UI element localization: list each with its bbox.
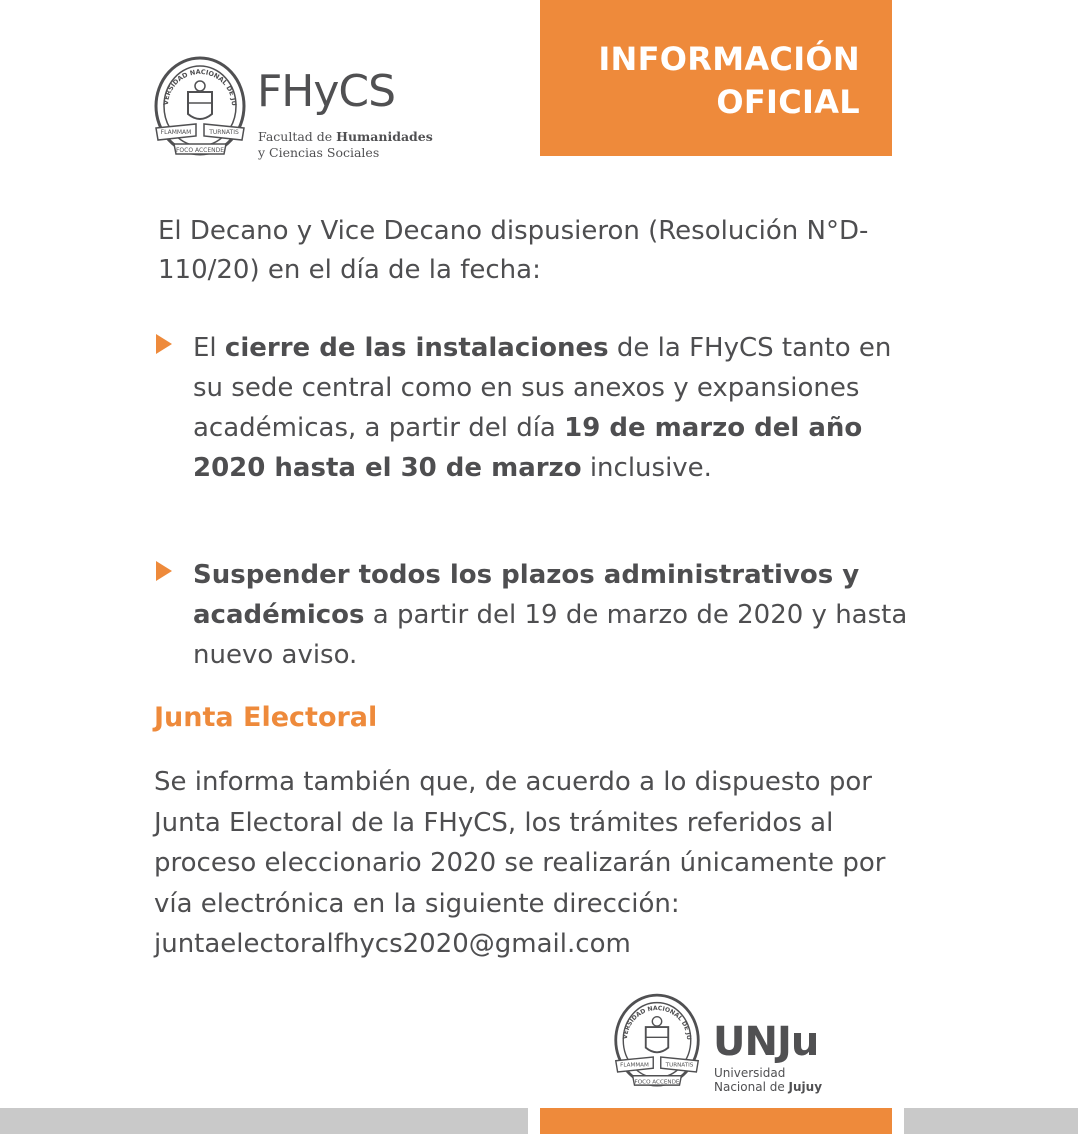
university-subtitle-bold: Jujuy — [788, 1080, 823, 1094]
university-logo-subtitle — [714, 1066, 822, 1094]
university-subtitle-line1: Universidad — [714, 1066, 786, 1080]
faculty-subtitle-prefix: Facultad de — [258, 129, 337, 144]
footer-bar-right — [904, 1108, 1078, 1134]
intro-paragraph: El Decano y Vice Decano dispusieron (Resolución N°D-110/20) en el día de la fecha: — [158, 216, 869, 285]
svg-text:TURNATIS: TURNATIS — [665, 1062, 694, 1069]
bullet-arrow-icon — [156, 334, 172, 354]
official-info-badge — [540, 0, 892, 156]
bullet-item-closure: El cierre de las instalaciones de la FHyCS tanto en su sede central como en sus anexos y expansiones académicas, a partir del día 19 de marzo del año 2020 hasta el 30 de marzo inclusive. — [193, 333, 892, 483]
svg-text:UNIVERSIDAD NACIONAL DE JUJUY: VERSIDAD NACIONAL DE JU — [161, 67, 239, 107]
badge-line-1: INFORMACIÓN — [598, 40, 860, 78]
junta-paragraph: Se informa también que, de acuerdo a lo dispuesto por Junta Electoral de la FHyCS, los trámites referidos al proceso eleccionario 2020 se realizarán únicamente por vía electrónica en la siguiente dirección: juntaelectoralfhycs2020@gmail.com — [154, 767, 886, 959]
svg-text:FOCO ACCENDE: FOCO ACCENDE — [634, 1079, 680, 1086]
university-subtitle-prefix: Nacional de — [714, 1080, 789, 1094]
university-logo-name: UNJu — [713, 1019, 819, 1065]
faculty-logo-subtitle — [258, 129, 433, 161]
svg-text:FLAMMAM: FLAMMAM — [160, 129, 192, 136]
svg-text:TURNATIS: TURNATIS — [209, 129, 239, 136]
faculty-logo-name: FHyCS — [257, 66, 396, 117]
bullet-item-suspension: Suspender todos los plazos administrativos y académicos a partir del 19 de marzo de 2020 y hasta nuevo aviso. — [193, 560, 908, 670]
section-heading-junta: Junta Electoral — [154, 702, 378, 733]
bullet-arrow-icon — [156, 561, 172, 581]
faculty-subtitle-line2: y Ciencias Sociales — [258, 145, 380, 160]
footer-bar-left — [0, 1108, 528, 1134]
svg-text:FLAMMAM: FLAMMAM — [620, 1062, 649, 1069]
svg-text:FOCO ACCENDE: FOCO ACCENDE — [175, 147, 225, 154]
footer-bar-accent — [540, 1108, 892, 1134]
badge-text — [598, 38, 860, 124]
badge-line-2: OFICIAL — [716, 83, 860, 121]
faculty-subtitle-bold: Humanidades — [336, 129, 433, 144]
svg-text:UNIVERSIDAD NACIONAL DE JUJUY: VERSIDAD NACIONAL DE JU — [621, 1005, 693, 1041]
university-seal-icon — [152, 54, 248, 162]
university-seal-icon — [612, 990, 702, 1094]
